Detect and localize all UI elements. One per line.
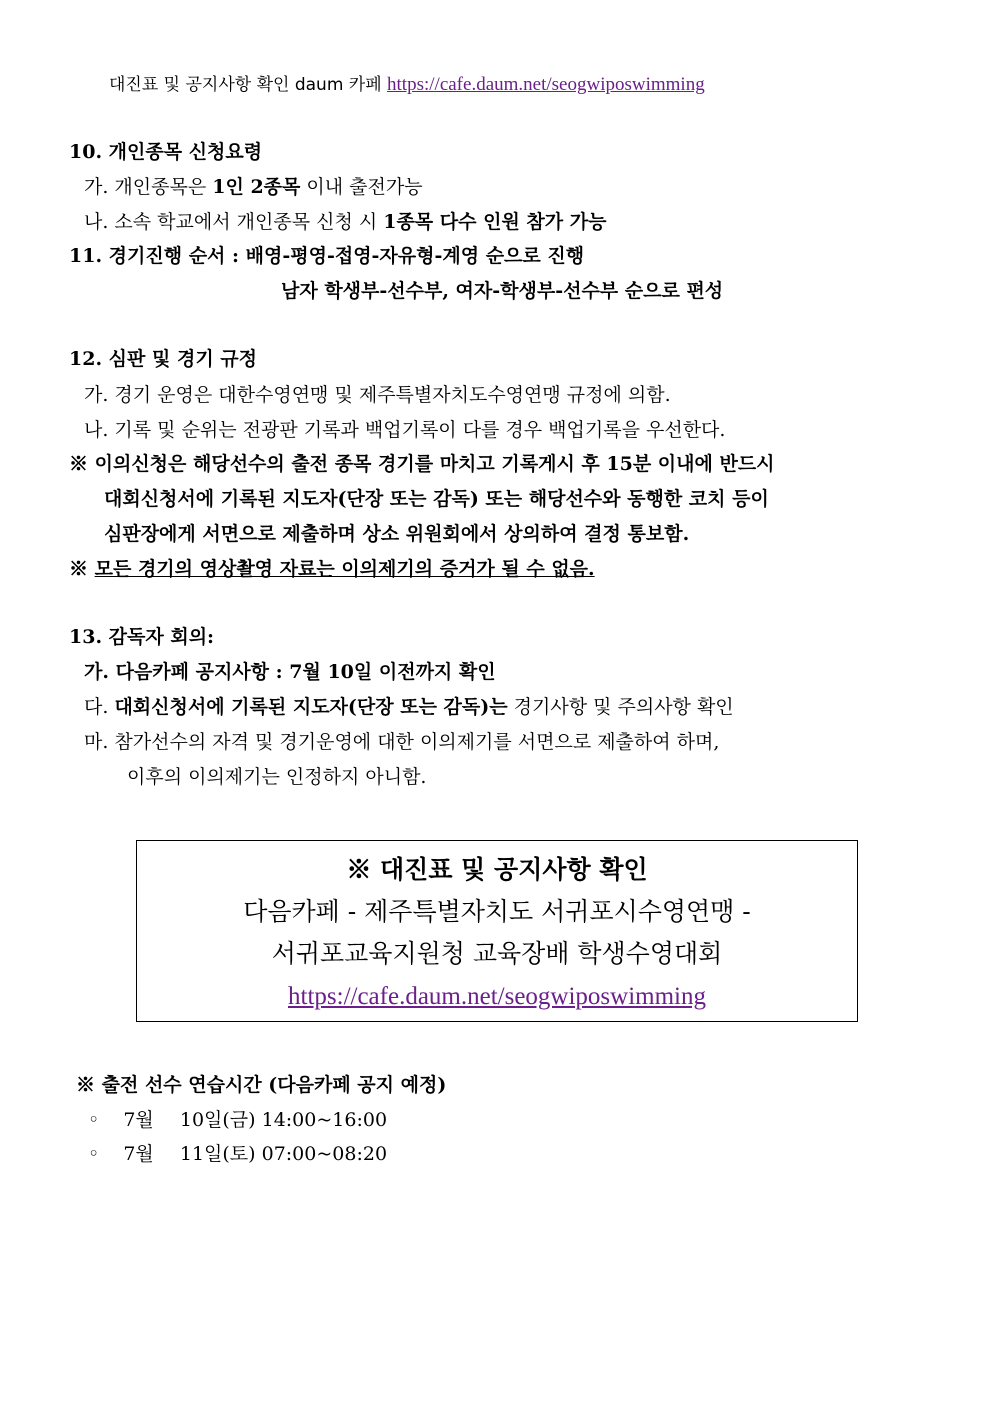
section-12-item-a: 가. 경기 운영은 대한수영연맹 및 제주특별자치도수영연맹 규정에 의함. <box>84 384 671 406</box>
header-cafe-link[interactable]: https://cafe.daum.net/seogwiposwimming <box>387 74 705 95</box>
notice-box-url-row <box>137 979 857 1014</box>
section-10-item-b: 나. 소속 학교에서 개인종목 신청 시 1종목 다수 인원 참가 가능 <box>84 211 607 233</box>
notice-box-line-2: 서귀포교육지원청 교육장배 학생수영대회 <box>271 939 723 968</box>
notice-box <box>136 840 858 1022</box>
section-12-note-1-line-3: 심판장에게 서면으로 제출하며 상소 위원회에서 상의하여 결정 통보함. <box>104 523 690 545</box>
header-prefix: 대진표 및 공지사항 확인 daum 카페 <box>109 75 388 95</box>
practice-item-2: ◦ 7월 11일(토) 07:00~08:20 <box>88 1143 388 1165</box>
section-13-item-c-line-1: 마. 참가선수의 자격 및 경기운영에 대한 이의제기를 서면으로 제출하여 하며, <box>84 731 720 753</box>
bullet-icon: ◦ <box>88 1143 100 1165</box>
section-11-line-2: 남자 학생부-선수부, 여자-학생부-선수부 순으로 편성 <box>281 280 724 302</box>
section-12-note-2: ※ 모든 경기의 영상촬영 자료는 이의제기의 증거가 될 수 없음. <box>69 558 595 580</box>
section-12-note-1-line-1: ※ 이의신청은 해당선수의 출전 종목 경기를 마치고 기록게시 후 15분 이내에 반드시 <box>69 453 775 475</box>
section-10-title: 10. 개인종목 신청요령 <box>69 141 263 163</box>
bullet-icon: ◦ <box>88 1109 100 1131</box>
section-12-title: 12. 심판 및 경기 규정 <box>69 348 257 370</box>
section-10-item-a: 가. 개인종목은 1인 2종목 이내 출전가능 <box>84 176 423 198</box>
section-12-item-b: 나. 기록 및 순위는 전광판 기록과 백업기록이 다를 경우 백업기록을 우선한다. <box>84 419 726 441</box>
header-line <box>109 71 705 98</box>
notice-box-line-1: 다음카페 - 제주특별자치도 서귀포시수영연맹 - <box>243 897 751 926</box>
section-13-item-b: 다. 대회신청서에 기록된 지도자(단장 또는 감독)는 경기사항 및 주의사항 확인 <box>84 696 734 718</box>
practice-title: ※ 출전 선수 연습시간 (다음카페 공지 예정) <box>76 1074 447 1096</box>
section-12-note-1-line-2: 대회신청서에 기록된 지도자(단장 또는 감독) 또는 해당선수와 동행한 코치 등이 <box>104 488 769 510</box>
section-13-item-c-line-2: 이후의 이의제기는 인정하지 아니함. <box>127 766 427 788</box>
notice-box-cafe-link[interactable]: https://cafe.daum.net/seogwiposwimming <box>288 983 706 1010</box>
section-11-line-1: 11. 경기진행 순서 : 배영-평영-접영-자유형-계영 순으로 진행 <box>69 245 585 267</box>
section-13-item-a: 가. 다음카페 공지사항 : 7월 10일 이전까지 확인 <box>84 661 496 683</box>
notice-box-title: ※ 대진표 및 공지사항 확인 <box>346 855 648 884</box>
practice-item-1: ◦ 7월 10일(금) 14:00~16:00 <box>88 1109 388 1131</box>
section-13-title: 13. 감독자 회의: <box>69 626 215 648</box>
